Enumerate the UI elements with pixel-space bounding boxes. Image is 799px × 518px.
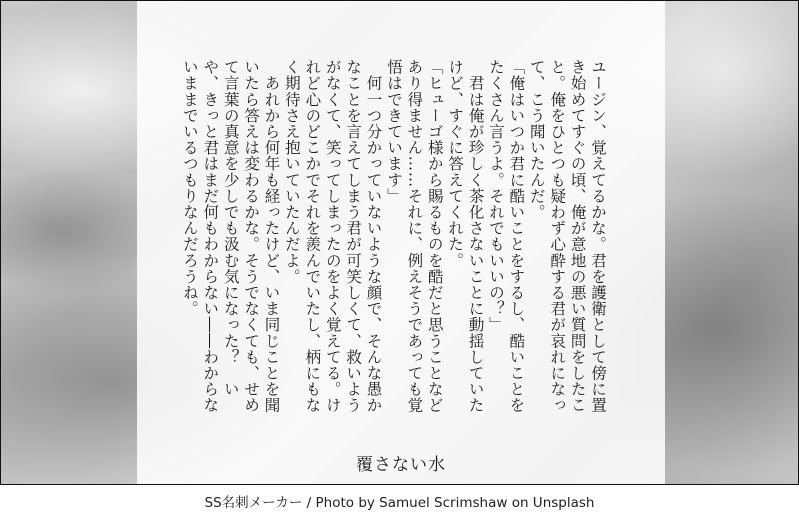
photo-credit: SS名刺メーカー / Photo by Samuel Scrimshaw on Unsplash xyxy=(204,495,595,511)
vertical-story-text: ユージン、覚えてるかな。君を護衛として傍に置き始めてすぐの頃、俺が意地の悪い質問をしたこと。俺をひとつも疑わず心酔する君が哀れになって、こう聞いたんだ。 「俺はいつか君に酷いことをするし、酷いことをたくさん言うよ。それでもいいの？」 君は俺が珍しく茶化さないことに動揺していたけど、すぐに答えてくれた。 「ヒューゴ様から賜るものを酷だと思うことなどあり得ません……それに、例えそうであっても覚悟はできています」 何一つ分かっていないような顔で、そんな愚かなことを言えてしまう君が可笑しくて、救いようがなくて、笑ってしまったのをよく覚えてる。けれど心のどこかでそれを羨んでいたし、柄にもなく期待さえ抱いていたんだよ。 あれから何年も経ったけど、いま同じことを聞いたら答えは変わるかな。そうでなくても、せめて言葉の真意を少しでも汲む気になった？ いや、きっと君はまだ何もわからない――わからないままでいるつもりなんだろうね。 xyxy=(180,59,607,414)
story-title: 覆さない水 xyxy=(356,455,446,475)
